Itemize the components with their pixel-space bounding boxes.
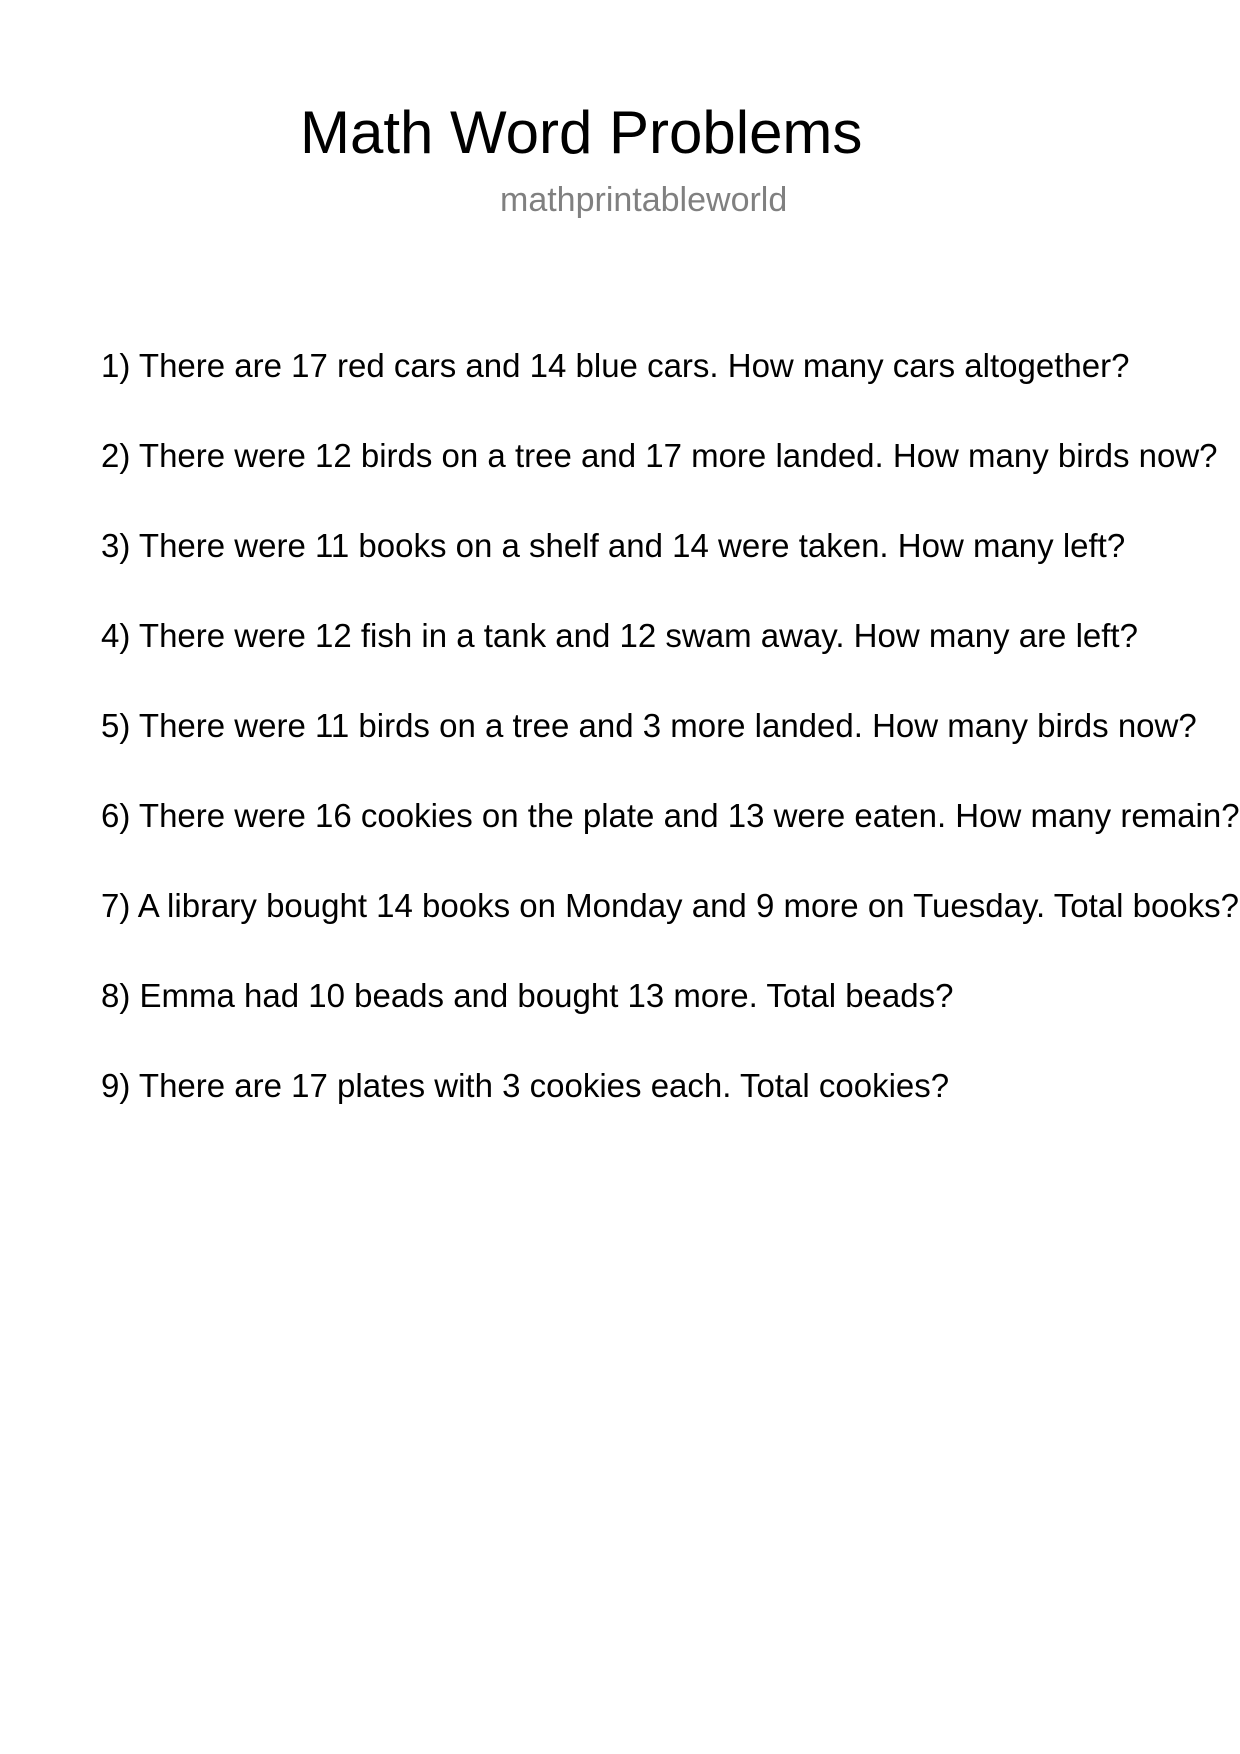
problem-item: 6) There were 16 cookies on the plate and 13 were eaten. How many remain? [101, 797, 1240, 834]
problem-item: 1) There are 17 red cars and 14 blue cars. How many cars altogether? [101, 347, 1130, 384]
problem-list [101, 346, 1240, 1156]
problem-item: 4) There were 12 fish in a tank and 12 swam away. How many are left? [101, 617, 1138, 654]
problem-item: 2) There were 12 birds on a tree and 17 more landed. How many birds now? [101, 437, 1218, 474]
problem-item: 9) There are 17 plates with 3 cookies each. Total cookies? [101, 1067, 950, 1104]
page-subtitle: mathprintableworld [500, 181, 788, 219]
problem-item: 7) A library bought 14 books on Monday and 9 more on Tuesday. Total books? [101, 887, 1240, 924]
problem-item: 3) There were 11 books on a shelf and 14 were taken. How many left? [101, 527, 1126, 564]
problem-item: 5) There were 11 birds on a tree and 3 more landed. How many birds now? [101, 707, 1197, 744]
page-title: Math Word Problems [300, 99, 863, 166]
problem-item: 8) Emma had 10 beads and bought 13 more. Total beads? [101, 977, 954, 1014]
